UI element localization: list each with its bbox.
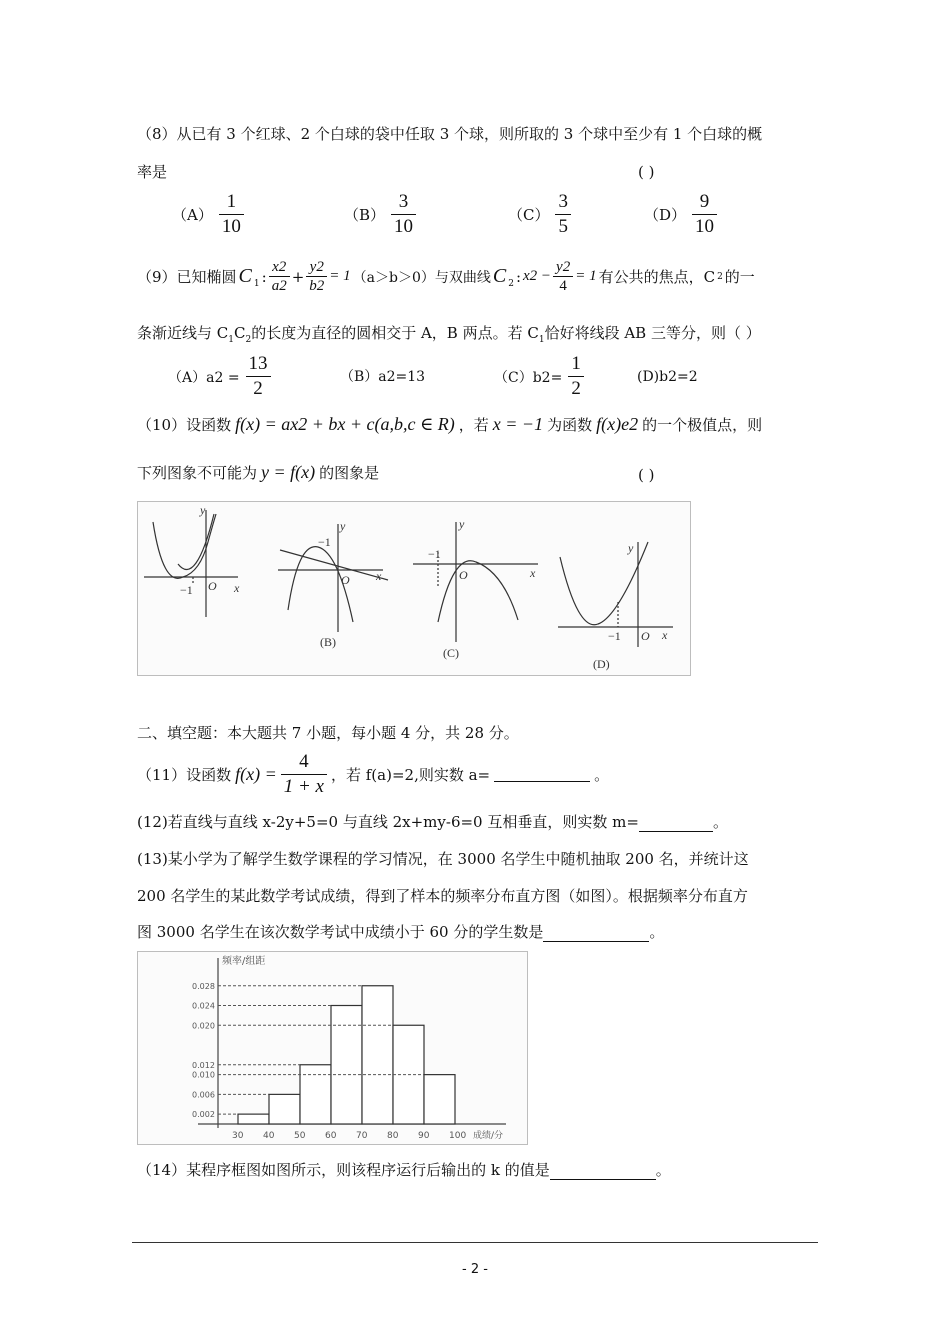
q12-end: 。 — [712, 813, 728, 831]
q10-xeq: x = −1 — [492, 414, 544, 434]
q9-plus: + — [291, 267, 305, 286]
graph-c-curve — [438, 561, 518, 622]
q9-option-b: （B）a2=13 — [340, 369, 426, 385]
q9-line2-end: 恰好将线段 AB 三等分，则（ ） — [544, 324, 761, 342]
hist-y-tick-6: 0.028 — [192, 981, 215, 991]
q9-eq2: = 1 — [575, 268, 597, 284]
graph-d-caption: (D) — [593, 657, 610, 671]
q10-prefix: （10）设函数 — [137, 416, 232, 434]
q9-cond: （a＞b＞0）与双曲线 — [352, 269, 491, 286]
hist-bar-90-100 — [424, 1075, 455, 1124]
q14-end: 。 — [655, 1161, 671, 1179]
q8-option-c-label: （C） — [508, 206, 550, 224]
q9-option-c-text: （C）b2= — [494, 369, 563, 386]
graph-c-caption: (C) — [443, 646, 459, 660]
graph-a-o-label: O — [208, 579, 217, 593]
q9-y2: y2 — [306, 258, 327, 277]
graph-a-x-label: x — [234, 581, 240, 595]
q13-line1: (13)某小学为了解学生数学课程的学习情况，在 3000 名学生中随机抽取 200 名，并统计这 — [137, 850, 749, 868]
q11-rest: ，若 f(a)=2,则实数 a= — [330, 766, 491, 784]
q9-prefix: （9）已知椭圆 — [137, 268, 237, 286]
q9-line2-sub2: 2 — [245, 335, 252, 345]
q13-end: 。 — [649, 923, 665, 941]
q9-colon: : — [261, 267, 267, 286]
q8-option-c-num: 3 — [555, 190, 571, 215]
hist-bar-40-50 — [269, 1094, 300, 1124]
hist-x-tick-70: 70 — [356, 1131, 368, 1141]
q9-tail: 有公共的焦点，C — [598, 268, 716, 286]
q12-text: (12)若直线与直线 x-2y+5=0 与直线 2x+my-6=0 互相垂直，则实数 m= — [137, 813, 639, 831]
graph-d-y-label: y — [628, 541, 634, 555]
q8-line1: （8）从已有 3 个红球、2 个白球的袋中任取 3 个球，则所取的 3 个球中至少有 1 个白球的概 — [137, 125, 763, 143]
q9-eq1: = 1 — [329, 268, 351, 284]
graph-a — [144, 510, 238, 617]
hist-x-tick-90: 90 — [418, 1131, 430, 1141]
graph-b-m1-label: −1 — [318, 535, 331, 549]
q9-colon2: : — [515, 267, 521, 286]
q13-histogram-svg — [138, 952, 527, 1144]
q8-answer-paren: ( ) — [638, 163, 655, 181]
q10-fxe: f(x)e2 — [596, 414, 639, 434]
q13-line2: 200 名学生的某此数学考试成绩，得到了样本的频率分布直方图（如图）。根据频率分布直方 — [137, 887, 748, 905]
q9-option-a — [168, 352, 271, 401]
graph-c — [413, 522, 538, 642]
q9-tail-sub: 2 — [717, 271, 723, 282]
q11-end: 。 — [594, 766, 610, 784]
hist-x-tick-60: 60 — [325, 1131, 337, 1141]
q11-fx: f(x) = — [235, 764, 277, 784]
q10-line1 — [137, 414, 762, 435]
q8-option-d-fraction — [692, 190, 717, 239]
q9-option-a-text: （A）a2 = — [168, 369, 240, 386]
q11-num: 4 — [281, 750, 327, 775]
graph-d-o-label: O — [641, 629, 650, 643]
q8-option-b-label: （B） — [344, 206, 386, 224]
hist-y-label: 频率/组距 — [222, 956, 266, 967]
q12-answer-blank[interactable] — [639, 815, 713, 832]
q9-line2 — [137, 323, 761, 350]
hist-y-tick-0: 0.002 — [192, 1110, 215, 1120]
graph-b — [278, 524, 388, 632]
q11-fraction — [281, 750, 327, 799]
q9-tail2: 的一 — [724, 268, 755, 286]
graph-d-x-label: x — [662, 628, 668, 642]
hist-x-tick-80: 80 — [387, 1131, 399, 1141]
q9-option-d: (D)b2=2 — [637, 369, 698, 385]
q9-hyp-four: 4 — [559, 278, 567, 294]
q14-answer-blank[interactable] — [550, 1163, 656, 1180]
graph-b-o-label: O — [341, 573, 350, 587]
q9-line2-a: 条渐近线与 C — [137, 324, 229, 342]
graph-d-m1-label: −1 — [608, 629, 621, 643]
q13-answer-blank[interactable] — [543, 925, 649, 942]
q8-option-a-den: 10 — [221, 216, 241, 237]
q11-answer-blank[interactable] — [494, 767, 590, 782]
hist-y-tick-1: 0.006 — [192, 1090, 215, 1100]
q8-option-d-num: 9 — [692, 190, 717, 215]
q10-line2 — [137, 462, 379, 483]
q8-line2: 率是 — [137, 163, 168, 181]
graph-c-m1-label: −1 — [428, 547, 441, 561]
q9-c1: C — [238, 265, 252, 287]
q10-graphs-figure — [137, 501, 691, 676]
q8-option-a-num: 1 — [219, 190, 244, 215]
q9-line2-sub1: 1 — [228, 335, 234, 345]
hist-x-tick-30: 30 — [232, 1131, 244, 1141]
q11-den: 1 + x — [283, 776, 324, 797]
hist-x-tick-50: 50 — [294, 1131, 306, 1141]
q11-line — [137, 750, 609, 799]
hist-x-label: 成绩/分 — [473, 1131, 504, 1141]
q9-c2: C — [492, 265, 507, 287]
hist-bar-30-40 — [238, 1114, 269, 1124]
q14-line — [137, 1160, 671, 1180]
q11-prefix: （11）设函数 — [137, 766, 232, 784]
q9-option-c-num: 1 — [568, 352, 584, 377]
q9-option-c-fraction — [568, 352, 584, 401]
q9-frac-hyp — [553, 258, 573, 295]
q9-line2-c: C — [233, 324, 246, 342]
q10-line2b: 的图象是 — [319, 464, 380, 482]
q8-option-a — [172, 190, 244, 239]
graph-c-x-label: x — [530, 566, 536, 580]
graph-d-curve — [560, 542, 648, 625]
q9-option-c-den: 2 — [571, 378, 581, 399]
q8-option-a-label: （A） — [172, 206, 213, 224]
hist-bar-50-60 — [300, 1065, 331, 1124]
q9-option-a-fraction — [246, 352, 271, 401]
hist-x-tick-40: 40 — [263, 1131, 275, 1141]
graph-b-y-label: y — [340, 519, 346, 533]
section2-heading: 二、填空题：本大题共 7 小题，每小题 4 分，共 28 分。 — [137, 724, 519, 742]
q8-option-d-den: 10 — [695, 216, 715, 237]
hist-y-tick-5: 0.024 — [192, 1001, 215, 1011]
q10-graphs-svg — [138, 502, 690, 675]
q9-x2: x2 — [269, 258, 290, 277]
q13-line3 — [137, 922, 664, 942]
q10-answer-paren: ( ) — [638, 466, 655, 484]
q9-option-a-num: 13 — [246, 352, 271, 377]
footer-rule — [132, 1242, 818, 1243]
graph-b-caption: (B) — [320, 635, 336, 649]
graph-c-y-label: y — [459, 517, 465, 531]
q10-fx: f(x) = ax2 + bx + c(a,b,c ∈ R) — [235, 414, 455, 434]
hist-bar-70-80 — [362, 986, 393, 1124]
q9-hyp-x: x2 − — [523, 268, 552, 284]
graph-c-o-label: O — [459, 568, 468, 582]
q8-option-b-fraction — [391, 190, 416, 239]
hist-bar-60-70 — [331, 1006, 362, 1125]
q14-text: （14）某程序框图如图所示，则该程序运行后输出的 k 的值是 — [137, 1161, 550, 1179]
q8-option-d — [644, 190, 717, 239]
q9-option-a-den: 2 — [253, 378, 263, 399]
q9-c2-sub: 2 — [508, 278, 514, 289]
graph-a-y-label: y — [200, 503, 206, 517]
q8-option-b — [344, 190, 416, 239]
q8-option-b-den: 10 — [394, 216, 414, 237]
hist-x-tick-100: 100 — [449, 1131, 467, 1141]
q9-option-c — [494, 352, 584, 401]
q9-a2: a2 — [271, 278, 287, 294]
q10-mid: ，若 — [458, 416, 489, 434]
q10-yfx: y = f(x) — [261, 462, 316, 482]
q10-mid2: 为函数 — [547, 416, 593, 434]
q9-line2-rest: 的长度为直径的圆相交于 A，B 两点。若 C — [251, 324, 539, 342]
q9-frac-y — [306, 258, 327, 295]
q8-option-c — [508, 190, 571, 239]
q10-tail: 的一个极值点，则 — [642, 416, 763, 434]
q9-frac-x — [269, 258, 290, 295]
q13-line3-text: 图 3000 名学生在该次数学考试中成绩小于 60 分的学生数是 — [137, 923, 544, 941]
hist-y-tick-4: 0.020 — [192, 1021, 215, 1031]
q12-line — [137, 812, 728, 832]
graph-b-x-label: x — [376, 569, 382, 583]
graph-b-tangent — [280, 550, 388, 580]
q8-option-c-den: 5 — [558, 216, 568, 237]
q9-hyp-y2: y2 — [553, 258, 573, 277]
q13-histogram-figure — [137, 951, 528, 1145]
q9-c1-sub: 1 — [253, 278, 260, 289]
q8-option-d-label: （D） — [644, 206, 687, 224]
hist-y-tick-3: 0.012 — [192, 1060, 215, 1070]
q10-line2a: 下列图象不可能为 — [137, 464, 258, 482]
q9-line1 — [137, 258, 755, 295]
q9-line2-sub3: 1 — [538, 335, 545, 345]
q8-option-a-fraction — [219, 190, 244, 239]
hist-y-tick-2: 0.010 — [192, 1070, 215, 1080]
graph-a-m1-label: −1 — [180, 583, 193, 597]
page-number: - 2 - — [462, 1262, 488, 1277]
q8-option-b-num: 3 — [391, 190, 416, 215]
q9-b2: b2 — [309, 278, 325, 294]
q8-option-c-fraction — [555, 190, 571, 239]
